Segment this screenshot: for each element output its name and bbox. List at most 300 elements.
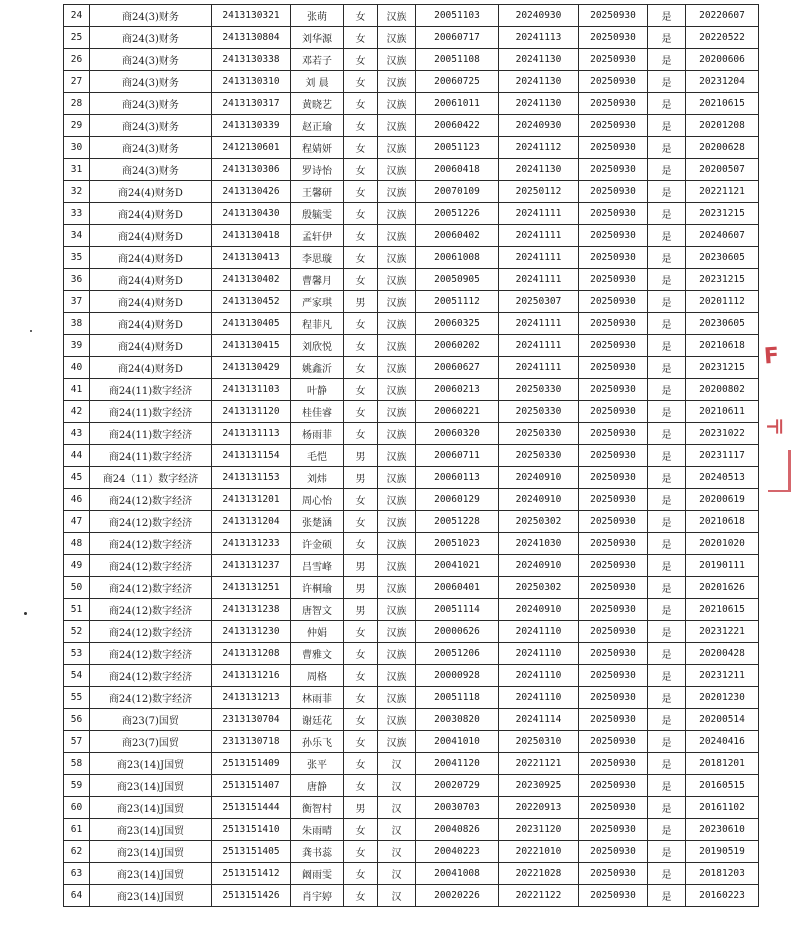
table-row bbox=[64, 445, 759, 467]
cell-flag: 是 bbox=[648, 555, 686, 577]
cell-ethnicity: 汉族 bbox=[378, 181, 416, 203]
cell-student-name: 刘炜 bbox=[291, 467, 344, 489]
table-row bbox=[64, 401, 759, 423]
cell-date-a: 20220913 bbox=[499, 797, 579, 819]
cell-date-c: 20201020 bbox=[686, 533, 759, 555]
cell-student-id: 2413131153 bbox=[212, 467, 291, 489]
cell-date-b: 20250930 bbox=[579, 181, 648, 203]
cell-student-id: 2513151410 bbox=[212, 819, 291, 841]
cell-row-number: 64 bbox=[64, 885, 90, 907]
cell-birth-date: 20020729 bbox=[416, 775, 499, 797]
table-row bbox=[64, 291, 759, 313]
cell-date-c: 20231221 bbox=[686, 621, 759, 643]
cell-student-name: 张萌 bbox=[291, 5, 344, 27]
cell-birth-date: 20060213 bbox=[416, 379, 499, 401]
cell-flag: 是 bbox=[648, 621, 686, 643]
cell-date-a: 20240910 bbox=[499, 467, 579, 489]
cell-class-name: 商23(14)J国贸 bbox=[90, 797, 212, 819]
table-row bbox=[64, 643, 759, 665]
cell-date-a: 20230925 bbox=[499, 775, 579, 797]
cell-date-a: 20250112 bbox=[499, 181, 579, 203]
cell-date-a: 20241111 bbox=[499, 269, 579, 291]
cell-gender: 女 bbox=[344, 511, 378, 533]
cell-row-number: 46 bbox=[64, 489, 90, 511]
cell-ethnicity: 汉族 bbox=[378, 467, 416, 489]
cell-date-c: 20210618 bbox=[686, 511, 759, 533]
cell-flag: 是 bbox=[648, 159, 686, 181]
cell-date-b: 20250930 bbox=[579, 357, 648, 379]
cell-gender: 女 bbox=[344, 71, 378, 93]
table-row bbox=[64, 335, 759, 357]
cell-date-c: 20161102 bbox=[686, 797, 759, 819]
cell-gender: 男 bbox=[344, 577, 378, 599]
cell-flag: 是 bbox=[648, 599, 686, 621]
cell-student-id: 2413131238 bbox=[212, 599, 291, 621]
cell-student-id: 2413131251 bbox=[212, 577, 291, 599]
cell-gender: 男 bbox=[344, 467, 378, 489]
cell-date-c: 20201626 bbox=[686, 577, 759, 599]
table-row bbox=[64, 71, 759, 93]
cell-student-id: 2413130418 bbox=[212, 225, 291, 247]
cell-student-id: 2413130405 bbox=[212, 313, 291, 335]
cell-student-id: 2413130452 bbox=[212, 291, 291, 313]
student-record-table bbox=[63, 4, 759, 907]
cell-ethnicity: 汉族 bbox=[378, 49, 416, 71]
cell-birth-date: 20030820 bbox=[416, 709, 499, 731]
cell-date-a: 20241130 bbox=[499, 93, 579, 115]
cell-student-name: 孟轩伊 bbox=[291, 225, 344, 247]
cell-date-c: 20200628 bbox=[686, 137, 759, 159]
table-row bbox=[64, 555, 759, 577]
cell-row-number: 31 bbox=[64, 159, 90, 181]
table-row bbox=[64, 49, 759, 71]
cell-class-name: 商23(14)J国贸 bbox=[90, 819, 212, 841]
table-row bbox=[64, 5, 759, 27]
cell-student-name: 叶静 bbox=[291, 379, 344, 401]
cell-gender: 女 bbox=[344, 753, 378, 775]
cell-gender: 女 bbox=[344, 225, 378, 247]
cell-date-b: 20250930 bbox=[579, 621, 648, 643]
cell-class-name: 商24(11)数字经济 bbox=[90, 401, 212, 423]
cell-row-number: 30 bbox=[64, 137, 90, 159]
cell-ethnicity: 汉族 bbox=[378, 27, 416, 49]
cell-date-b: 20250930 bbox=[579, 27, 648, 49]
cell-gender: 男 bbox=[344, 445, 378, 467]
cell-gender: 女 bbox=[344, 709, 378, 731]
cell-student-id: 2513151407 bbox=[212, 775, 291, 797]
cell-student-id: 2413131103 bbox=[212, 379, 291, 401]
cell-class-name: 商24(4)财务D bbox=[90, 203, 212, 225]
cell-flag: 是 bbox=[648, 731, 686, 753]
cell-student-name: 谢廷花 bbox=[291, 709, 344, 731]
cell-date-b: 20250930 bbox=[579, 511, 648, 533]
cell-row-number: 37 bbox=[64, 291, 90, 313]
cell-date-c: 20231211 bbox=[686, 665, 759, 687]
cell-class-name: 商23(14)J国贸 bbox=[90, 841, 212, 863]
cell-ethnicity: 汉族 bbox=[378, 71, 416, 93]
table-row bbox=[64, 621, 759, 643]
cell-birth-date: 20020226 bbox=[416, 885, 499, 907]
cell-date-b: 20250930 bbox=[579, 71, 648, 93]
cell-birth-date: 20051114 bbox=[416, 599, 499, 621]
cell-date-a: 20241030 bbox=[499, 533, 579, 555]
cell-flag: 是 bbox=[648, 335, 686, 357]
table-row bbox=[64, 467, 759, 489]
cell-date-b: 20250930 bbox=[579, 555, 648, 577]
cell-birth-date: 20060113 bbox=[416, 467, 499, 489]
table-row bbox=[64, 27, 759, 49]
cell-student-id: 2413131216 bbox=[212, 665, 291, 687]
cell-date-b: 20250930 bbox=[579, 93, 648, 115]
cell-date-a: 20250302 bbox=[499, 511, 579, 533]
cell-class-name: 商24(12)数字经济 bbox=[90, 621, 212, 643]
cell-student-name: 林雨菲 bbox=[291, 687, 344, 709]
table-row bbox=[64, 863, 759, 885]
cell-class-name: 商23(14)J国贸 bbox=[90, 753, 212, 775]
cell-birth-date: 20051112 bbox=[416, 291, 499, 313]
cell-ethnicity: 汉 bbox=[378, 841, 416, 863]
cell-row-number: 41 bbox=[64, 379, 90, 401]
cell-date-a: 20241130 bbox=[499, 159, 579, 181]
cell-date-b: 20250930 bbox=[579, 445, 648, 467]
cell-date-b: 20250930 bbox=[579, 643, 648, 665]
cell-date-c: 20240607 bbox=[686, 225, 759, 247]
cell-student-name: 程婧妍 bbox=[291, 137, 344, 159]
cell-birth-date: 20000928 bbox=[416, 665, 499, 687]
cell-date-a: 20221010 bbox=[499, 841, 579, 863]
cell-date-c: 20231117 bbox=[686, 445, 759, 467]
cell-student-name: 李思璇 bbox=[291, 247, 344, 269]
cell-student-name: 阚雨雯 bbox=[291, 863, 344, 885]
cell-class-name: 商24(4)财务D bbox=[90, 181, 212, 203]
cell-class-name: 商24(4)财务D bbox=[90, 357, 212, 379]
cell-class-name: 商24(4)财务D bbox=[90, 335, 212, 357]
cell-date-c: 20231215 bbox=[686, 269, 759, 291]
cell-birth-date: 20060711 bbox=[416, 445, 499, 467]
table-row bbox=[64, 709, 759, 731]
cell-flag: 是 bbox=[648, 225, 686, 247]
table-row bbox=[64, 885, 759, 907]
table-row bbox=[64, 159, 759, 181]
cell-date-c: 20210618 bbox=[686, 335, 759, 357]
cell-student-name: 孙乐飞 bbox=[291, 731, 344, 753]
cell-date-b: 20250930 bbox=[579, 225, 648, 247]
cell-class-name: 商24(4)财务D bbox=[90, 291, 212, 313]
cell-flag: 是 bbox=[648, 445, 686, 467]
cell-date-a: 20250310 bbox=[499, 731, 579, 753]
cell-flag: 是 bbox=[648, 819, 686, 841]
cell-student-id: 2413131230 bbox=[212, 621, 291, 643]
cell-date-b: 20250930 bbox=[579, 401, 648, 423]
cell-row-number: 58 bbox=[64, 753, 90, 775]
cell-ethnicity: 汉族 bbox=[378, 533, 416, 555]
cell-student-id: 2513151444 bbox=[212, 797, 291, 819]
cell-student-id: 2413130321 bbox=[212, 5, 291, 27]
cell-date-a: 20241111 bbox=[499, 225, 579, 247]
table-row bbox=[64, 225, 759, 247]
cell-birth-date: 20041010 bbox=[416, 731, 499, 753]
cell-flag: 是 bbox=[648, 467, 686, 489]
cell-class-name: 商24(3)财务 bbox=[90, 115, 212, 137]
cell-class-name: 商24（11）数字经济 bbox=[90, 467, 212, 489]
cell-gender: 女 bbox=[344, 489, 378, 511]
cell-date-a: 20241113 bbox=[499, 27, 579, 49]
cell-row-number: 55 bbox=[64, 687, 90, 709]
cell-class-name: 商24(12)数字经济 bbox=[90, 533, 212, 555]
cell-flag: 是 bbox=[648, 5, 686, 27]
cell-class-name: 商24(11)数字经济 bbox=[90, 445, 212, 467]
table-row bbox=[64, 423, 759, 445]
cell-date-a: 20241111 bbox=[499, 203, 579, 225]
cell-date-c: 20220522 bbox=[686, 27, 759, 49]
cell-ethnicity: 汉族 bbox=[378, 577, 416, 599]
cell-date-c: 20181201 bbox=[686, 753, 759, 775]
cell-row-number: 49 bbox=[64, 555, 90, 577]
cell-gender: 女 bbox=[344, 93, 378, 115]
cell-birth-date: 20060422 bbox=[416, 115, 499, 137]
cell-student-id: 2413131237 bbox=[212, 555, 291, 577]
cell-ethnicity: 汉族 bbox=[378, 643, 416, 665]
cell-ethnicity: 汉族 bbox=[378, 599, 416, 621]
cell-birth-date: 20060202 bbox=[416, 335, 499, 357]
cell-gender: 男 bbox=[344, 291, 378, 313]
cell-class-name: 商24(4)财务D bbox=[90, 225, 212, 247]
table-row bbox=[64, 203, 759, 225]
cell-date-c: 20190519 bbox=[686, 841, 759, 863]
cell-row-number: 63 bbox=[64, 863, 90, 885]
cell-row-number: 40 bbox=[64, 357, 90, 379]
cell-student-name: 毛恺 bbox=[291, 445, 344, 467]
cell-student-id: 2413130430 bbox=[212, 203, 291, 225]
cell-ethnicity: 汉族 bbox=[378, 291, 416, 313]
cell-ethnicity: 汉族 bbox=[378, 137, 416, 159]
cell-date-b: 20250930 bbox=[579, 489, 648, 511]
cell-student-id: 2413130339 bbox=[212, 115, 291, 137]
cell-birth-date: 20060325 bbox=[416, 313, 499, 335]
table-row bbox=[64, 511, 759, 533]
cell-row-number: 59 bbox=[64, 775, 90, 797]
table-row bbox=[64, 819, 759, 841]
cell-row-number: 51 bbox=[64, 599, 90, 621]
cell-student-id: 2413131233 bbox=[212, 533, 291, 555]
cell-row-number: 44 bbox=[64, 445, 90, 467]
cell-row-number: 27 bbox=[64, 71, 90, 93]
cell-date-b: 20250930 bbox=[579, 775, 648, 797]
cell-student-id: 2413130413 bbox=[212, 247, 291, 269]
cell-flag: 是 bbox=[648, 797, 686, 819]
cell-birth-date: 20051023 bbox=[416, 533, 499, 555]
cell-student-id: 2413131204 bbox=[212, 511, 291, 533]
cell-student-id: 2413130426 bbox=[212, 181, 291, 203]
cell-flag: 是 bbox=[648, 511, 686, 533]
cell-ethnicity: 汉族 bbox=[378, 665, 416, 687]
cell-student-id: 2413131154 bbox=[212, 445, 291, 467]
cell-birth-date: 20041008 bbox=[416, 863, 499, 885]
cell-ethnicity: 汉族 bbox=[378, 5, 416, 27]
cell-student-id: 2412130601 bbox=[212, 137, 291, 159]
cell-row-number: 39 bbox=[64, 335, 90, 357]
cell-student-name: 姚鑫沂 bbox=[291, 357, 344, 379]
cell-student-name: 许金硕 bbox=[291, 533, 344, 555]
cell-birth-date: 20060221 bbox=[416, 401, 499, 423]
cell-date-a: 20240930 bbox=[499, 115, 579, 137]
cell-gender: 女 bbox=[344, 775, 378, 797]
cell-date-a: 20241111 bbox=[499, 313, 579, 335]
cell-student-name: 唐智文 bbox=[291, 599, 344, 621]
table-row bbox=[64, 841, 759, 863]
cell-flag: 是 bbox=[648, 49, 686, 71]
cell-date-c: 20230605 bbox=[686, 313, 759, 335]
cell-student-id: 2513151412 bbox=[212, 863, 291, 885]
cell-gender: 男 bbox=[344, 797, 378, 819]
cell-date-b: 20250930 bbox=[579, 753, 648, 775]
cell-class-name: 商24(11)数字经济 bbox=[90, 379, 212, 401]
cell-date-b: 20250930 bbox=[579, 5, 648, 27]
cell-date-c: 20200802 bbox=[686, 379, 759, 401]
cell-date-b: 20250930 bbox=[579, 313, 648, 335]
cell-ethnicity: 汉族 bbox=[378, 379, 416, 401]
cell-birth-date: 20040223 bbox=[416, 841, 499, 863]
cell-date-b: 20250930 bbox=[579, 863, 648, 885]
table-row bbox=[64, 687, 759, 709]
cell-ethnicity: 汉族 bbox=[378, 313, 416, 335]
cell-date-a: 20250330 bbox=[499, 401, 579, 423]
cell-gender: 女 bbox=[344, 665, 378, 687]
cell-row-number: 38 bbox=[64, 313, 90, 335]
cell-date-a: 20240930 bbox=[499, 5, 579, 27]
cell-class-name: 商24(3)财务 bbox=[90, 71, 212, 93]
cell-flag: 是 bbox=[648, 291, 686, 313]
cell-birth-date: 20060717 bbox=[416, 27, 499, 49]
cell-date-b: 20250930 bbox=[579, 731, 648, 753]
cell-student-id: 2413130402 bbox=[212, 269, 291, 291]
cell-student-name: 杨雨菲 bbox=[291, 423, 344, 445]
cell-class-name: 商24(3)财务 bbox=[90, 5, 212, 27]
cell-ethnicity: 汉族 bbox=[378, 731, 416, 753]
cell-birth-date: 20051123 bbox=[416, 137, 499, 159]
cell-flag: 是 bbox=[648, 885, 686, 907]
cell-birth-date: 20051228 bbox=[416, 511, 499, 533]
cell-student-id: 2413130338 bbox=[212, 49, 291, 71]
cell-row-number: 32 bbox=[64, 181, 90, 203]
cell-birth-date: 20060320 bbox=[416, 423, 499, 445]
cell-student-id: 2513151409 bbox=[212, 753, 291, 775]
cell-student-name: 曹馨月 bbox=[291, 269, 344, 291]
cell-date-b: 20250930 bbox=[579, 709, 648, 731]
cell-row-number: 43 bbox=[64, 423, 90, 445]
cell-flag: 是 bbox=[648, 137, 686, 159]
cell-date-c: 20201112 bbox=[686, 291, 759, 313]
scan-speck bbox=[24, 612, 27, 615]
cell-student-name: 赵正瑜 bbox=[291, 115, 344, 137]
cell-date-a: 20241110 bbox=[499, 643, 579, 665]
cell-date-b: 20250930 bbox=[579, 335, 648, 357]
cell-date-a: 20241130 bbox=[499, 49, 579, 71]
cell-date-b: 20250930 bbox=[579, 203, 648, 225]
cell-date-b: 20250930 bbox=[579, 379, 648, 401]
cell-row-number: 54 bbox=[64, 665, 90, 687]
cell-flag: 是 bbox=[648, 489, 686, 511]
cell-gender: 女 bbox=[344, 643, 378, 665]
cell-student-name: 龚书蕊 bbox=[291, 841, 344, 863]
cell-student-name: 王馨研 bbox=[291, 181, 344, 203]
cell-birth-date: 20051226 bbox=[416, 203, 499, 225]
cell-gender: 女 bbox=[344, 819, 378, 841]
cell-date-a: 20250330 bbox=[499, 423, 579, 445]
cell-student-name: 刘 晨 bbox=[291, 71, 344, 93]
cell-flag: 是 bbox=[648, 93, 686, 115]
cell-flag: 是 bbox=[648, 753, 686, 775]
cell-class-name: 商24(12)数字经济 bbox=[90, 687, 212, 709]
cell-date-b: 20250930 bbox=[579, 841, 648, 863]
cell-student-id: 2413130306 bbox=[212, 159, 291, 181]
cell-date-c: 20230605 bbox=[686, 247, 759, 269]
cell-row-number: 26 bbox=[64, 49, 90, 71]
cell-row-number: 35 bbox=[64, 247, 90, 269]
cell-date-b: 20250930 bbox=[579, 533, 648, 555]
cell-flag: 是 bbox=[648, 863, 686, 885]
cell-birth-date: 20060402 bbox=[416, 225, 499, 247]
cell-ethnicity: 汉 bbox=[378, 753, 416, 775]
table-row bbox=[64, 577, 759, 599]
cell-flag: 是 bbox=[648, 313, 686, 335]
cell-birth-date: 20060401 bbox=[416, 577, 499, 599]
red-stamp-mark: F 〒 bbox=[762, 338, 794, 508]
cell-ethnicity: 汉族 bbox=[378, 269, 416, 291]
cell-student-name: 朱雨晴 bbox=[291, 819, 344, 841]
cell-flag: 是 bbox=[648, 841, 686, 863]
cell-ethnicity: 汉族 bbox=[378, 621, 416, 643]
cell-date-c: 20231215 bbox=[686, 357, 759, 379]
cell-gender: 女 bbox=[344, 357, 378, 379]
cell-flag: 是 bbox=[648, 533, 686, 555]
cell-class-name: 商24(12)数字经济 bbox=[90, 511, 212, 533]
cell-flag: 是 bbox=[648, 687, 686, 709]
cell-student-name: 仲娟 bbox=[291, 621, 344, 643]
scan-speck bbox=[30, 330, 32, 332]
cell-student-id: 2313130704 bbox=[212, 709, 291, 731]
cell-date-c: 20200428 bbox=[686, 643, 759, 665]
table-row bbox=[64, 753, 759, 775]
cell-student-id: 2513151426 bbox=[212, 885, 291, 907]
cell-student-name: 张平 bbox=[291, 753, 344, 775]
cell-date-c: 20200606 bbox=[686, 49, 759, 71]
cell-ethnicity: 汉族 bbox=[378, 687, 416, 709]
cell-birth-date: 20030703 bbox=[416, 797, 499, 819]
cell-ethnicity: 汉 bbox=[378, 819, 416, 841]
cell-ethnicity: 汉族 bbox=[378, 335, 416, 357]
table-row bbox=[64, 181, 759, 203]
cell-flag: 是 bbox=[648, 71, 686, 93]
cell-row-number: 28 bbox=[64, 93, 90, 115]
cell-flag: 是 bbox=[648, 423, 686, 445]
cell-gender: 女 bbox=[344, 5, 378, 27]
cell-date-a: 20241111 bbox=[499, 357, 579, 379]
table-row bbox=[64, 379, 759, 401]
cell-flag: 是 bbox=[648, 115, 686, 137]
cell-student-id: 2413131213 bbox=[212, 687, 291, 709]
cell-date-b: 20250930 bbox=[579, 687, 648, 709]
table-row bbox=[64, 247, 759, 269]
cell-flag: 是 bbox=[648, 643, 686, 665]
cell-class-name: 商24(12)数字经济 bbox=[90, 599, 212, 621]
cell-date-a: 20241111 bbox=[499, 247, 579, 269]
cell-date-c: 20230610 bbox=[686, 819, 759, 841]
cell-date-c: 20210611 bbox=[686, 401, 759, 423]
cell-student-name: 肖宇婷 bbox=[291, 885, 344, 907]
cell-birth-date: 20040826 bbox=[416, 819, 499, 841]
cell-ethnicity: 汉 bbox=[378, 797, 416, 819]
